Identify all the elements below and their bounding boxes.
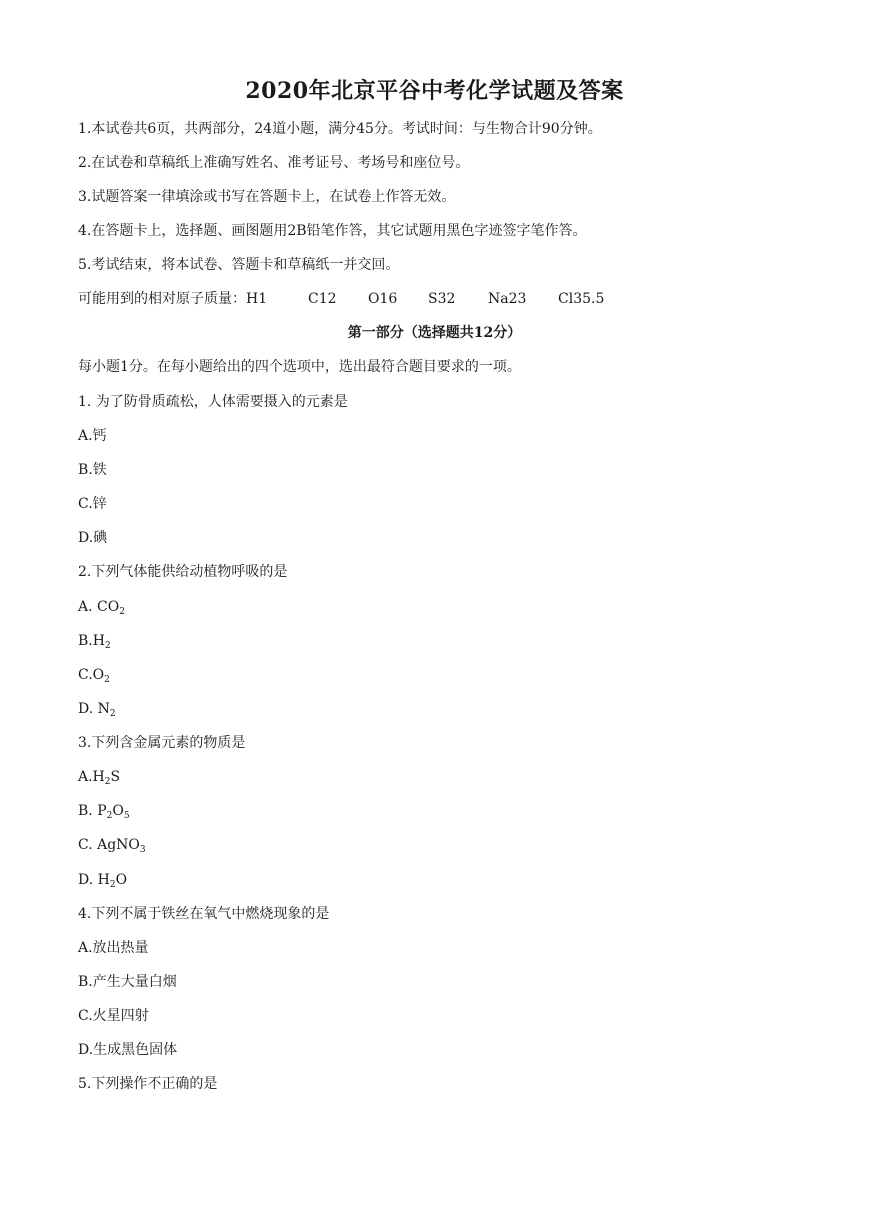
subscript: 2 (104, 777, 111, 787)
instruction-1: 1.本试卷共6页，共两部分，24道小题，满分45分。考试时间：与生物合计90分钟。 (78, 121, 602, 137)
question-2-stem: 2.下列气体能供给动植物呼吸的是 (78, 564, 288, 580)
instruction-4: 4.在答题卡上，选择题、画图题用2B铅笔作答，其它试题用黑色字迹签字笔作答。 (78, 223, 587, 239)
atomic-mass-item: Cl35.5 (558, 291, 605, 307)
question-2-option-c (78, 666, 110, 689)
atomic-mass-item: H1 (246, 291, 268, 307)
option-text: O (115, 872, 128, 888)
page-title: 2020年北京平谷中考化学试题及答案 (245, 78, 624, 104)
question-2-option-d (78, 700, 116, 723)
subscript: 2 (109, 709, 116, 719)
instruction-2: 2.在试卷和草稿纸上准确写姓名、准考证号、考场号和座位号。 (78, 155, 470, 171)
atomic-mass-item: Na23 (488, 291, 527, 307)
atomic-mass-item: S32 (428, 291, 456, 307)
question-1-option-b: B.铁 (78, 462, 107, 478)
question-3-option-d (78, 871, 127, 894)
question-3-option-a (78, 768, 120, 791)
atomic-mass-label: 可能用到的相对原子质量： (78, 291, 246, 307)
question-2-option-a (78, 598, 125, 621)
subscript: 2 (104, 675, 110, 685)
section-heading: 第一部分（选择题共12分） (347, 325, 522, 341)
question-4-option-b: B.产生大量白烟 (78, 974, 177, 990)
question-3-option-b (78, 802, 130, 825)
option-text: C.O (78, 667, 105, 683)
option-text: A. CO (78, 599, 120, 615)
question-5-stem: 5.下列操作不正确的是 (78, 1076, 218, 1092)
question-4-stem: 4.下列不属于铁丝在氧气中燃烧现象的是 (78, 906, 330, 922)
option-text: D. H (78, 872, 110, 888)
instruction-5: 5.考试结束，将本试卷、答题卡和草稿纸一并交回。 (78, 257, 400, 273)
subscript: 2 (109, 880, 116, 890)
option-text: C. AgNO (78, 837, 140, 853)
question-3-stem: 3.下列含金属元素的物质是 (78, 735, 246, 751)
subscript: 2 (119, 607, 125, 617)
subscript: 2 (104, 641, 111, 651)
subscript: 5 (123, 811, 130, 821)
question-4-option-c: C.火星四射 (78, 1008, 149, 1024)
question-4-option-d: D.生成黑色固体 (78, 1042, 178, 1058)
option-text: S (110, 769, 121, 785)
question-1-stem: 1. 为了防骨质疏松，人体需要摄入的元素是 (78, 394, 348, 410)
question-1-option-a: A.钙 (78, 428, 107, 444)
option-text: A.H (78, 769, 105, 785)
question-1-option-c: C.锌 (78, 496, 107, 512)
option-text: O (112, 803, 124, 819)
option-text: D. N (78, 701, 110, 717)
question-4-option-a: A.放出热量 (78, 940, 149, 956)
atomic-mass-item: C12 (308, 291, 337, 307)
atomic-mass-line (78, 290, 604, 308)
question-1-option-d: D.碘 (78, 530, 108, 546)
atomic-mass-item: O16 (368, 291, 398, 307)
option-text: B. P (78, 803, 107, 819)
option-text: B.H (78, 633, 105, 649)
subscript: 2 (106, 811, 113, 821)
instruction-3: 3.试题答案一律填涂或书写在答题卡上，在试卷上作答无效。 (78, 189, 456, 205)
question-3-option-c (78, 836, 146, 859)
question-2-option-b (78, 632, 111, 655)
section-intro: 每小题1分。在每小题给出的四个选项中，选出最符合题目要求的一项。 (78, 359, 521, 375)
subscript: 3 (139, 845, 146, 855)
